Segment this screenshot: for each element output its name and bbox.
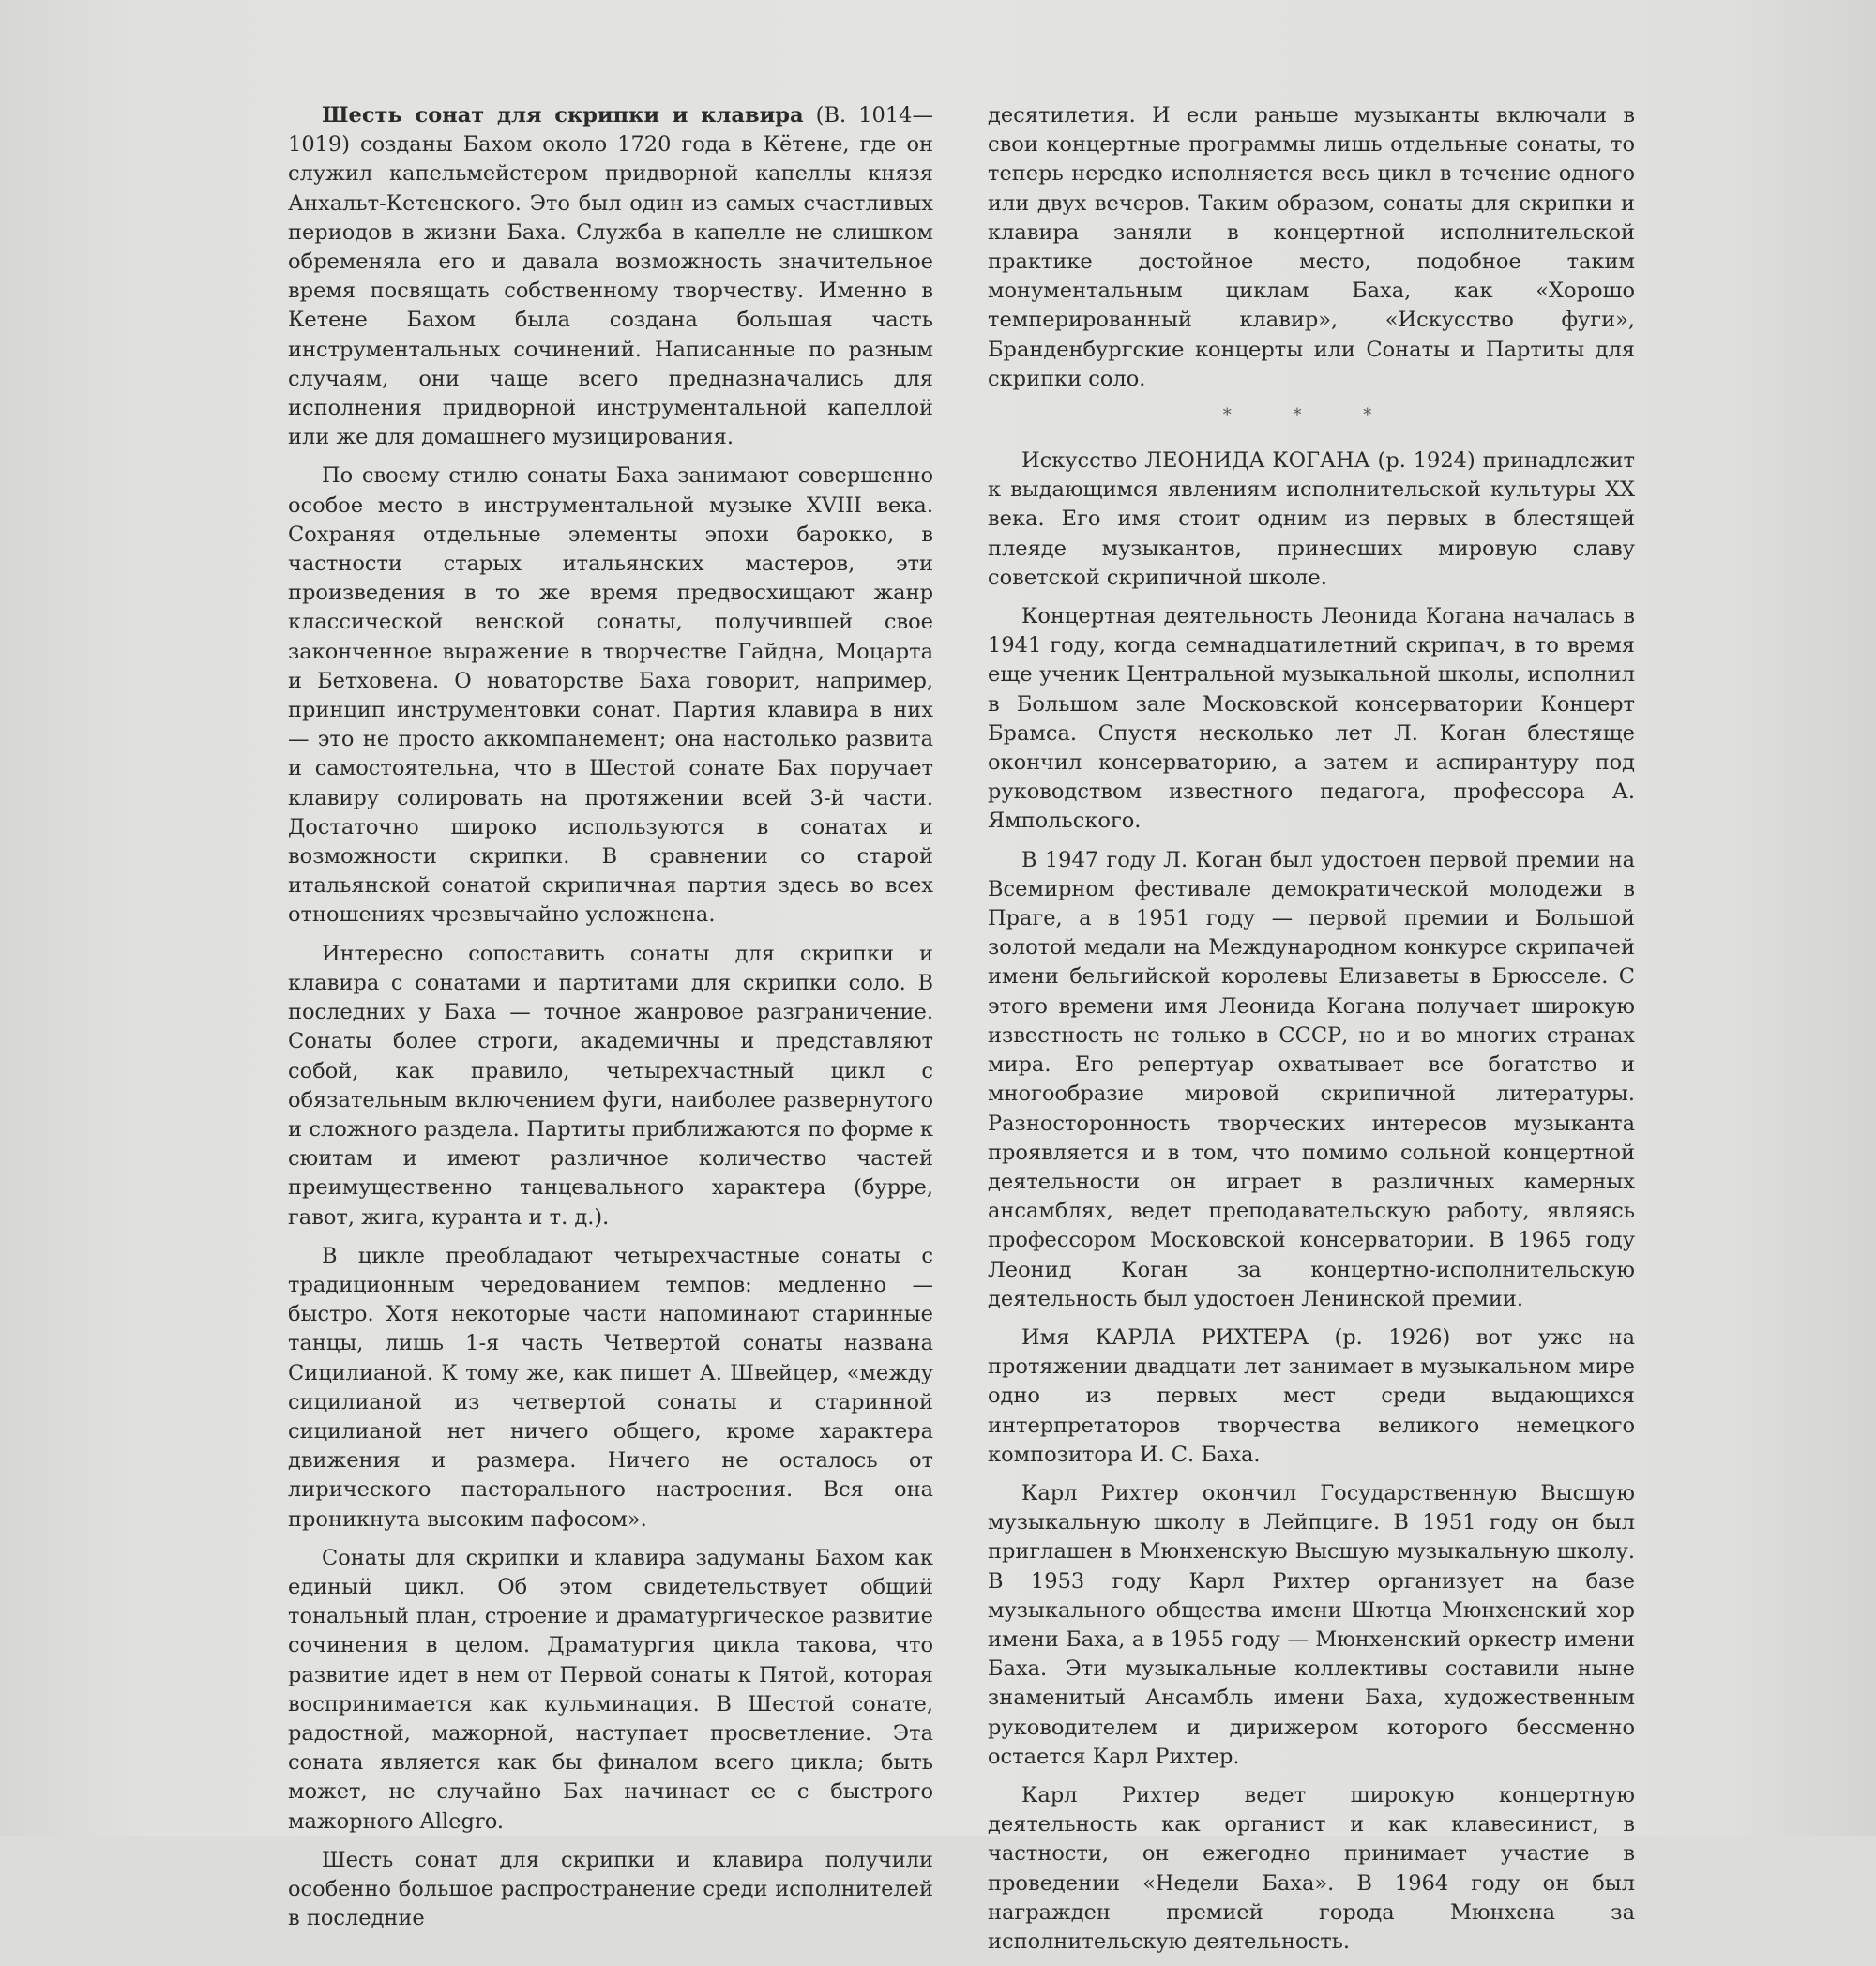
sonatas-title: Шесть сонат для скрипки и клавира bbox=[322, 103, 804, 128]
paragraph-richter-career: Карл Рихтер окончил Государственную Высшую музыкальную школу в Лейпциге. В 1951 году он был приглашен в Мюнхенскую Высшую музыкальную школу. В 1953 году Карл Рихтер организует на базе музыкального общества имени Шютца Мюнхенский хор имени Баха, а в 1955 году — Мюнхенский оркестр имени Баха. Эти музыкальные коллективы составили ныне знаменитый Ансамбль имени Баха, художественным руководителем и дирижером которого бессменно остается Карл Рихтер. bbox=[988, 1480, 1635, 1769]
paragraph-style: По своему стилю сонаты Баха занимают совершенно особое место в инструментальной музыке XVIII века. Сохраняя отдельные элементы эпохи барокко, в частности старых итальянских мастеров, эти произведения в то же время предвосхищают жанр классической венской сонаты, получившей свое законченное выражение в творчестве Гайдна, Моцарта и Бетховена. О новаторстве Баха говорит, например, принцип инструментовки сонат. Партия клавира в них — это не просто аккомпанемент; она настолько развита и самостоятельна, что в Шестой сонате Бах поручает клавиру солировать на протяжении всей 3-й части. Достаточно широко используются в сонатах и возможности скрипки. В сравнении со старой итальянской сонатой скрипичная партия здесь во всех отношениях чрезвычайно усложнена. bbox=[288, 463, 933, 928]
paragraph-kogan-career: Концертная деятельность Леонида Когана началась в 1941 году, когда семнадцатилетний скрипач, в то время еще ученик Центральной музыкальной школы, исполнил в Большом зале Московской консерватории Концерт Брамса. Спустя несколько лет Л. Коган блестяще окончил консерваторию, а затем и аспирантуру под руководством известного педагога, профессора А. Ямпольского. bbox=[988, 604, 1635, 834]
paragraph-richter-activity: Карл Рихтер ведет широкую концертную деятельность как органист и как клавесинист, в частности, он ежегодно принимает участие в проведении «Недели Баха». В 1964 году он был награжден премией города Мюнхена за исполнительскую деятельность. bbox=[988, 1782, 1635, 1954]
paragraph-kogan-awards: В 1947 году Л. Коган был удостоен первой премии на Всемирном фестивале демократической молодежи в Праге, а в 1951 году — первой премии и Большой золотой медали на Международном конкурсе скрипачей имени бельгийской королевы Елизаветы в Брюсселе. С этого времени имя Леонида Когана получает широкую известность не только в СССР, но и во многих странах мира. Его репертуар охватывает все богатство и многообразие мировой скрипичной литературы. Разносторонность творческих интересов музыканта проявляется и в том, что помимо сольной концертной деятельности он играет в различных камерных ансамблях, ведет преподавательскую работу, являясь профессором Московской консерватории. В 1965 году Леонид Коган за концертно-исполнительскую деятельность был удостоен Ленинской премии. bbox=[988, 847, 1635, 1311]
paragraph-continuation: десятилетия. И если раньше музыканты включали в свои концертные программы лишь отдельные сонаты, то теперь нередко исполняется весь цикл в течение одного или двух вечеров. Таким образом, сонаты для скрипки и клавира заняли в концертной исполнительской практике достойное место, подобное таким монументальным циклам Баха, как «Хорошо темперированный клавир», «Искусство фуги», Бранденбургские концерты или Сонаты и Партиты для скрипки соло. bbox=[988, 103, 1635, 391]
paragraph-cycle: Сонаты для скрипки и клавира задуманы Бахом как единый цикл. Об этом свидетельствует общий тональный план, строение и драматургическое развитие сочинения в целом. Драматургия цикла такова, что развитие идет в нем от Первой сонаты к Пятой, которая воспринимается как кульминация. В Шестой сонате, радостной, мажорной, наступает просветление. Эта соната является как бы финалом всего цикла; быть может, не случайно Бах начинает ее с быстрого мажорного Allegro. bbox=[288, 1545, 933, 1834]
paragraph-sonatas-intro bbox=[288, 101, 933, 452]
right-text-column bbox=[988, 101, 1635, 1966]
paragraph-tempos: В цикле преобладают четырехчастные сонаты с традиционным чередованием темпов: медленно — быстро. Хотя некоторые части напоминают старинные танцы, лишь 1-я часть Четвертой сонаты названа Сицилианой. К тому же, как пишет А. Швейцер, «между сицилианой из четвертой сонаты и старинной сицилианой нет ничего общего, кроме характера движения и размера. Ничего не осталось от лирического пасторального настроения. Вся она проникнута высоким пафосом». bbox=[288, 1243, 933, 1532]
paragraph-kogan-intro: Искусство ЛЕОНИДА КОГАНА (р. 1924) принадлежит к выдающимся явлениям исполнительской культуры XX века. Его имя стоит одним из первых в блестящей плеяде музыкантов, принесших мировую славу советской скрипичной школе. bbox=[988, 448, 1635, 590]
left-text-column bbox=[288, 101, 933, 1943]
section-separator: * * * bbox=[1222, 405, 1400, 426]
paragraph-richter-intro: Имя КАРЛА РИХТЕРА (р. 1926) вот уже на протяжении двадцати лет занимает в музыкальном мире одно из первых мест среди выдающихся интерпретаторов творчества великого немецкого композитора И. С. Баха. bbox=[988, 1324, 1635, 1467]
sonatas-intro-text: (B. 1014—1019) созданы Бахом около 1720 года в Кётене, где он служил капельмейстером придворной капеллы князя Анхальт-Кетенского. Это был один из самых счастливых периодов в жизни Баха. Служба в капелле не слишком обременяла его и давала возможность значительное время посвящать собственному творчеству. Именно в Кетене Бахом была создана большая часть инструментальных сочинений. Написанные по разным случаям, они чаще всего предназначались для исполнения придворной инструментальной капеллой или же для домашнего музицирования. bbox=[288, 103, 933, 450]
paragraph-popularity: Шесть сонат для скрипки и клавира получили особенно большое распространение среди исполнителей в последние bbox=[288, 1847, 933, 1931]
paragraph-comparison: Интересно сопоставить сонаты для скрипки и клавира с сонатами и партитами для скрипки соло. В последних у Баха — точное жанровое разграничение. Сонаты более строги, академичны и представляют собой, как правило, четырехчастный цикл с обязательным включением фуги, наиболее развернутого и сложного раздела. Партиты приближаются по форме к сюитам и имеют различное количество частей преимущественно танцевального характера (бурре, гавот, жига, куранта и т. д.). bbox=[288, 941, 933, 1230]
